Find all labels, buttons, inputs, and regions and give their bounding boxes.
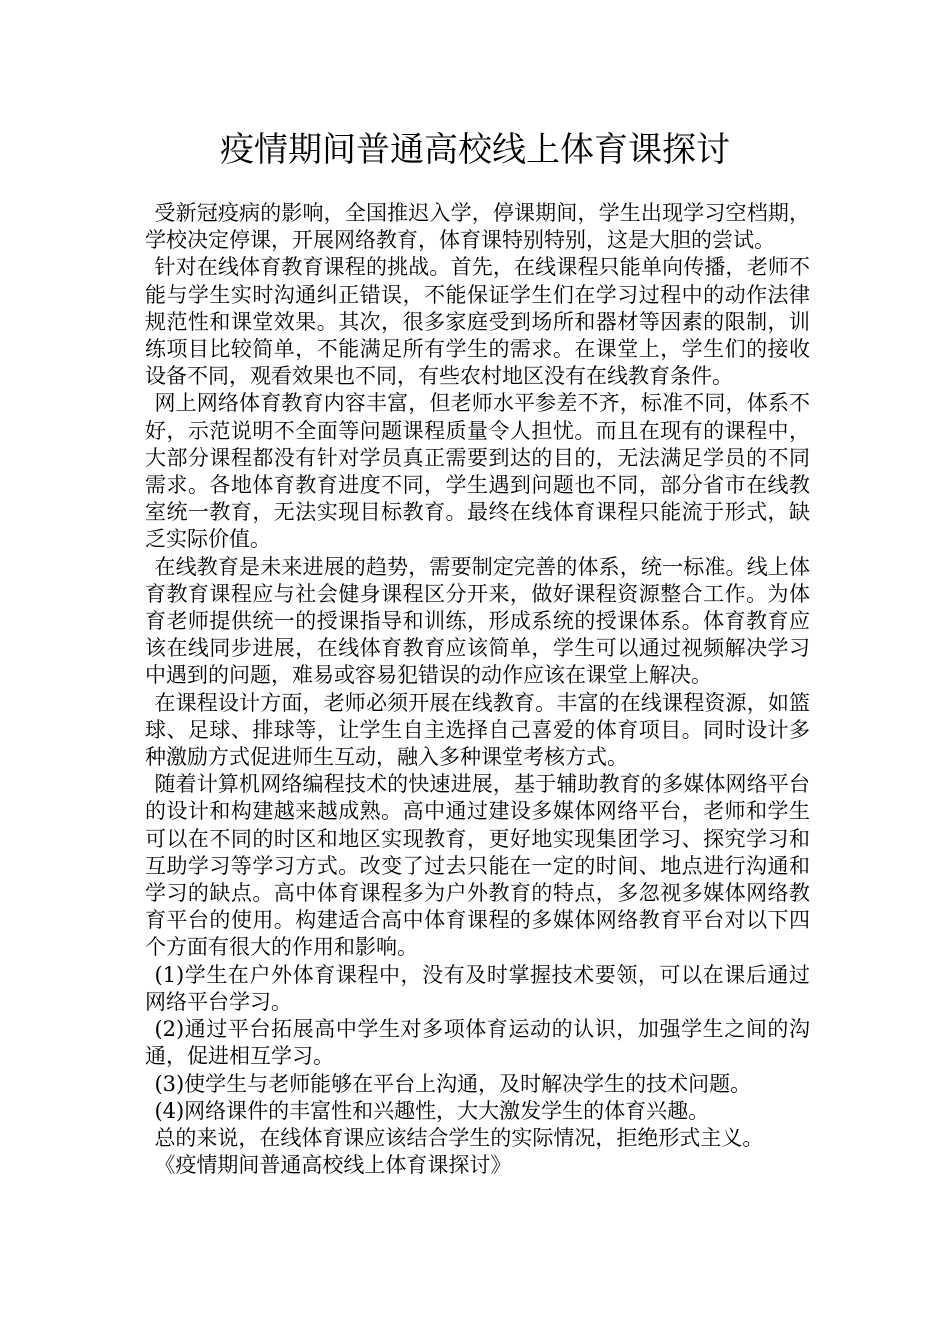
list-item-4: (4)网络课件的丰富性和兴趣性，大大激发学生的体育兴趣。 <box>154 1098 710 1123</box>
paragraph-content-quality: 网上网络体育教育内容丰富，但老师水平参差不齐，标准不同，体系不好，示范说明不全面等问题课程质量令人担忧。而且在现有的课程中，大部分课程都没有针对学员真正需要到达的目的，无法满足学员的不同需求。各地体育教育进度不同，学生遇到问题也不同，部分省市在线教室统一教育，无法实现目标教育。最终在线体育课程只能流于形式，缺乏实际价值。 <box>145 391 810 552</box>
document-body <box>145 200 810 1179</box>
paragraph-intro: 受新冠疫病的影响，全国推迟入学，停课期间，学生出现学习空档期，学校决定停课，开展网络教育，体育课特别特别，这是大胆的尝试。 <box>145 201 810 253</box>
paragraph-future-trend: 在线教育是未来进展的趋势，需要制定完善的体系，统一标准。线上体育教育课程应与社会健身课程区分开来，做好课程资源整合工作。为体育老师提供统一的授课指导和训练，形成系统的授课体系。体育教育应该在线同步进展，在线体育教育应该简单，学生可以通过视频解决学习中遇到的问题，难易或容易犯错误的动作应该在课堂上解决。 <box>145 554 810 688</box>
list-item-3: (3)使学生与老师能够在平台上沟通，及时解决学生的技术问题。 <box>154 1071 752 1096</box>
closing-title: 《疫情期间普通高校线上体育课探讨》 <box>154 1153 512 1178</box>
paragraph-course-design: 在课程设计方面，老师必须开展在线教育。丰富的在线课程资源，如篮球、足球、排球等，让学生自主选择自己喜爱的体育项目。同时设计多种激励方式促进师生互动，融入多种课堂考核方式。 <box>145 690 810 770</box>
paragraph-challenges: 针对在线体育教育课程的挑战。首先，在线课程只能单向传播，老师不能与学生实时沟通纠正错误，不能保证学生们在学习过程中的动作法律规范性和课堂效果。其次，很多家庭受到场所和器材等因素的限制，训练项目比较简单，不能满足所有学生的需求。在课堂上，学生们的接收设备不同，观看效果也不同，有些农村地区没有在线教育条件。 <box>145 255 810 389</box>
list-item-1: (1)学生在户外体育课程中，没有及时掌握技术要领，可以在课后通过网络平台学习。 <box>145 962 810 1014</box>
paragraph-multimedia-platform: 随着计算机网络编程技术的快速进展，基于辅助教育的多媒体网络平台的设计和构建越来越成熟。高中通过建设多媒体网络平台，老师和学生可以在不同的时区和地区实现教育，更好地实现集团学习、探究学习和互助学习等学习方式。改变了过去只能在一定的时间、地点进行沟通和学习的缺点。高中体育课程多为户外教育的特点，多忽视多媒体网络教育平台的使用。构建适合高中体育课程的多媒体网络教育平台对以下四个方面有很大的作用和影响。 <box>145 772 810 960</box>
list-item-2: (2)通过平台拓展高中学生对多项体育运动的认识，加强学生之间的沟通，促进相互学习。 <box>145 1017 810 1069</box>
document-title: 疫情期间普通高校线上体育课探讨 <box>220 130 730 170</box>
paragraph-conclusion: 总的来说，在线体育课应该结合学生的实际情况，拒绝形式主义。 <box>154 1125 764 1150</box>
